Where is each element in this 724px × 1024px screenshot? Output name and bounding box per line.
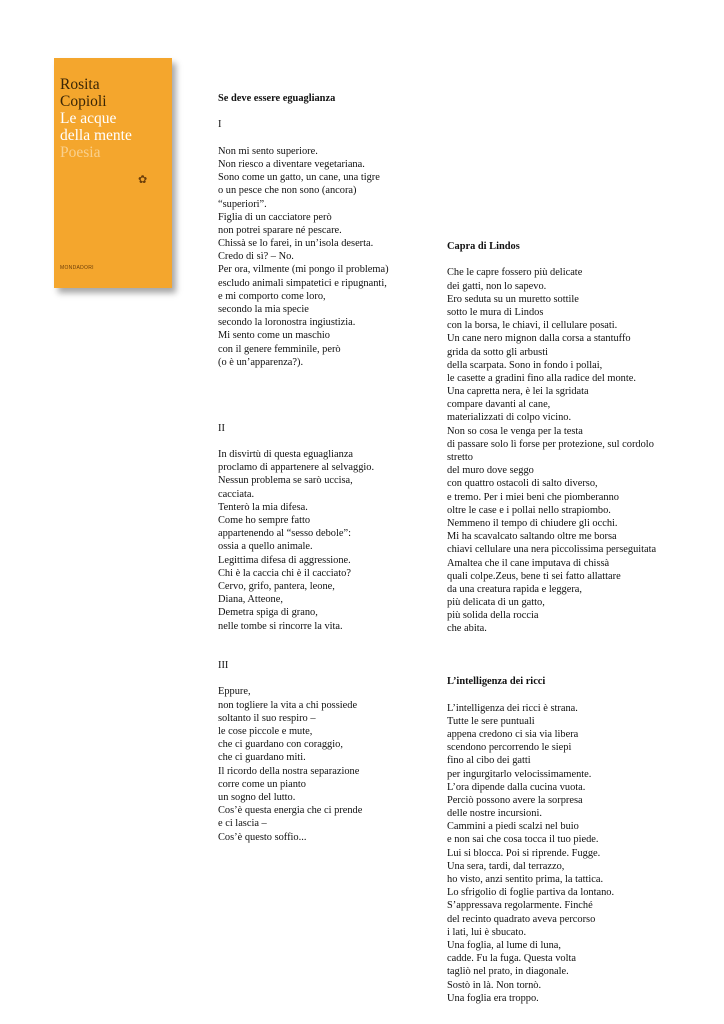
poem-line: Mi ha scavalcato saltando oltre me borsa bbox=[447, 531, 617, 543]
poem-line: Una foglia, al lume di luna, bbox=[447, 939, 561, 951]
poem-line: Tenterò la mia difesa. bbox=[218, 501, 308, 513]
poem-line: da una creatura rapida e leggera, bbox=[447, 583, 582, 595]
poem-line: più solida della roccia bbox=[447, 610, 539, 622]
poem-line: scendono percorrendo le siepi bbox=[447, 742, 572, 754]
poem-line: quali colpe.Zeus, bene ti sei fatto allattare bbox=[447, 570, 621, 582]
poem-line: Eppure, bbox=[218, 686, 251, 698]
poem-line: Chi è la caccia chi è il cacciato? bbox=[218, 567, 351, 579]
poem-line: Sostò in là. Non tornò. bbox=[447, 979, 542, 991]
poem-line: S’appressava regolarmente. Finché bbox=[447, 900, 593, 912]
poem-line: Amaltea che il cane imputava di chissà bbox=[447, 557, 610, 569]
poem-line: L’ora dipende dalla cucina vuota. bbox=[447, 781, 586, 793]
poem-line: per ingurgitarlo velocissimamente. bbox=[447, 768, 592, 780]
poem-line: un sogno del lutto. bbox=[218, 791, 296, 803]
section-numeral: I bbox=[218, 119, 222, 131]
poem-line: ho visto, anzi sentito prima, la tattica. bbox=[447, 874, 604, 885]
poem-line: Lo sfrigolio di foglie partiva da lontano. bbox=[447, 887, 615, 899]
poem-line: Una capretta nera, è lei la sgridata bbox=[447, 386, 589, 398]
poem-line: fino al cibo dei gatti bbox=[447, 755, 531, 767]
poem-line: e ci lascia – bbox=[218, 818, 267, 830]
cover-title-line: della mente bbox=[60, 127, 132, 144]
poem-line: o un pesce che non sono (ancora) bbox=[218, 185, 357, 197]
cover-title-line: Le acque bbox=[60, 110, 117, 127]
poem-title: Se deve essere eguaglianza bbox=[218, 93, 336, 104]
poem-line: del muro dove seggo bbox=[447, 465, 534, 477]
cover-genre: Poesia bbox=[60, 144, 101, 161]
poem-line: Demetra spiga di grano, bbox=[218, 607, 318, 619]
poem-line: che ci guardano con coraggio, bbox=[218, 739, 343, 751]
section-numeral: II bbox=[218, 422, 225, 434]
poem-line: Cos’è questo soffio... bbox=[218, 831, 307, 843]
poem-line: chiavi cellulare una nera piccolissima perseguitata bbox=[447, 544, 657, 556]
poem-line: di passare solo lì forse per protezione, sul cordolo bbox=[447, 438, 654, 450]
poem-line: Non riesco a diventare vegetariana. bbox=[218, 158, 365, 170]
poem-line: oltre le case e i pollai nello strapiombo. bbox=[447, 504, 611, 516]
poem-line: della scarpata. Sono in fondo i pollai, bbox=[447, 359, 603, 371]
poem-line: nelle tombe si rincorre la vita. bbox=[218, 620, 343, 632]
poem-line: In disvirtù di questa eguaglianza bbox=[218, 449, 354, 461]
poem-line: Una foglia era troppo. bbox=[447, 992, 539, 1004]
poem-line: non togliere la vita a chi possiede bbox=[218, 699, 358, 711]
poem-section-2 bbox=[218, 448, 389, 633]
poem-line: Perciò possono avere la sorpresa bbox=[447, 794, 583, 806]
poem-line: Chissà se lo farei, in un’isola deserta. bbox=[218, 238, 374, 250]
poem-line: grida da sotto gli arbusti bbox=[447, 346, 549, 358]
right-column bbox=[447, 240, 656, 1005]
poem-line: Figlia di un cacciatore però bbox=[218, 211, 332, 223]
poem-line: secondo la loronostra ingiustizia. bbox=[218, 317, 356, 329]
poem-line: Nemmeno il tempo di chiudere gli occhi. bbox=[447, 517, 618, 529]
poem-line: tagliò nel prato, in diagonale. bbox=[447, 966, 569, 978]
poem-line: non potrei sparare né pescare. bbox=[218, 224, 342, 236]
poem-line: corre come un pianto bbox=[218, 778, 306, 790]
poem-line: appena credono ci sia via libera bbox=[447, 728, 579, 740]
poem-line: compare davanti al cane, bbox=[447, 399, 551, 411]
cover-publisher: MONDADORI bbox=[60, 265, 94, 271]
poem-title: L’intelligenza dei ricci bbox=[447, 676, 546, 688]
poem-line: secondo la mia specie bbox=[218, 304, 309, 315]
flower-emblem-icon: ✿ bbox=[138, 174, 148, 186]
poem-body bbox=[447, 702, 656, 1005]
poem-line: le casette a gradini fino alla radice del monte. bbox=[447, 372, 636, 384]
poem-line: soltanto il suo respiro – bbox=[218, 712, 316, 724]
poem-line: Cammini a piedi scalzi nel buio bbox=[447, 821, 579, 833]
poem-line: con la borsa, le chiavi, il cellulare posati. bbox=[447, 320, 618, 332]
poem-line: che ci guardano miti. bbox=[218, 752, 306, 764]
cover-author-line: Rosita bbox=[60, 76, 100, 93]
section-numeral: III bbox=[218, 660, 229, 672]
poem-line: Che le capre fossero più delicate bbox=[447, 267, 583, 279]
poem-line: proclamo di appartenere al selvaggio. bbox=[218, 462, 375, 474]
poem-line: materializzati di colpo vicino. bbox=[447, 412, 572, 424]
poem-line: e non sai che cosa tocca il tuo piede. bbox=[447, 834, 599, 846]
poem-line: con quattro ostacoli di salto diverso, bbox=[447, 478, 598, 490]
poem-line: Cervo, grifo, pantera, leone, bbox=[218, 580, 335, 592]
poem-line: Il ricordo della nostra separazione bbox=[218, 765, 360, 777]
poem-body bbox=[447, 266, 656, 635]
poem-line: Non so cosa le venga per la testa bbox=[447, 425, 583, 437]
poem-line: ossia a quello animale. bbox=[218, 541, 313, 553]
poem-line: cadde. Fu la fuga. Questa volta bbox=[447, 953, 576, 965]
poem-line: del recinto quadrato aveva percorso bbox=[447, 913, 596, 925]
poem-line: Diana, Atteone, bbox=[218, 594, 283, 606]
poem-line: Tutte le sere puntuali bbox=[447, 715, 535, 727]
poem-title: Capra di Lindos bbox=[447, 241, 520, 252]
poem-line: e tremo. Per i miei beni che piomberanno bbox=[447, 491, 619, 503]
poem-line: Mi sento come un maschio bbox=[218, 330, 330, 342]
poem-line: le cose piccole e mute, bbox=[218, 726, 313, 737]
book-cover bbox=[54, 58, 172, 288]
poem-line: con il genere femminile, però bbox=[218, 343, 341, 355]
poem-line: dei gatti, non lo sapevo. bbox=[447, 280, 547, 292]
left-column bbox=[218, 92, 389, 844]
poem-line: Per ora, vilmente (mi pongo il problema) bbox=[218, 264, 389, 276]
poem-line: che abita. bbox=[447, 623, 487, 635]
poem-line: Un cane nero mignon dalla corsa a stantuffo bbox=[447, 333, 631, 345]
poem-line: Nessun problema se sarò uccisa, bbox=[218, 475, 353, 487]
poem-line: Legittima difesa di aggressione. bbox=[218, 554, 351, 566]
poem-line: delle nostre incursioni. bbox=[447, 808, 542, 820]
poem-line: Sono come un gatto, un cane, una tigre bbox=[218, 172, 380, 184]
poem-line: Come ho sempre fatto bbox=[218, 515, 311, 526]
poem-line: i lati, lui è sbucato. bbox=[447, 926, 527, 938]
poem-line: sotto le mura di Lindos bbox=[447, 306, 544, 318]
poem-line: appartenendo al “sesso debole”: bbox=[218, 528, 352, 540]
poem-line: “superiori”. bbox=[218, 198, 267, 210]
poem-line: più delicata di un gatto, bbox=[447, 597, 545, 609]
poem-line: Credo di sì? – No. bbox=[218, 251, 294, 263]
poem-line: L’intelligenza dei ricci è strana. bbox=[447, 702, 578, 714]
poem-section-3 bbox=[218, 685, 389, 843]
poem-line: cacciata. bbox=[218, 488, 255, 500]
poem-line: Una sera, tardi, dal terrazzo, bbox=[447, 860, 565, 872]
poem-line: Ero seduta su un muretto sottile bbox=[447, 293, 579, 305]
poem-line: stretto bbox=[447, 452, 473, 463]
poem-line: Lui si blocca. Poi si riprende. Fugge. bbox=[447, 847, 601, 859]
cover-author-line: Copioli bbox=[60, 93, 107, 110]
poem-line: Non mi sento superiore. bbox=[218, 145, 318, 157]
poem-line: escludo animali simpatetici e ripugnanti, bbox=[218, 277, 387, 289]
poem-line: Cos’è questa energia che ci prende bbox=[218, 805, 363, 817]
poem-line: e mi comporto come loro, bbox=[218, 290, 326, 302]
poem-line: (o è un’apparenza?). bbox=[218, 356, 304, 368]
poem-section-1 bbox=[218, 145, 389, 369]
